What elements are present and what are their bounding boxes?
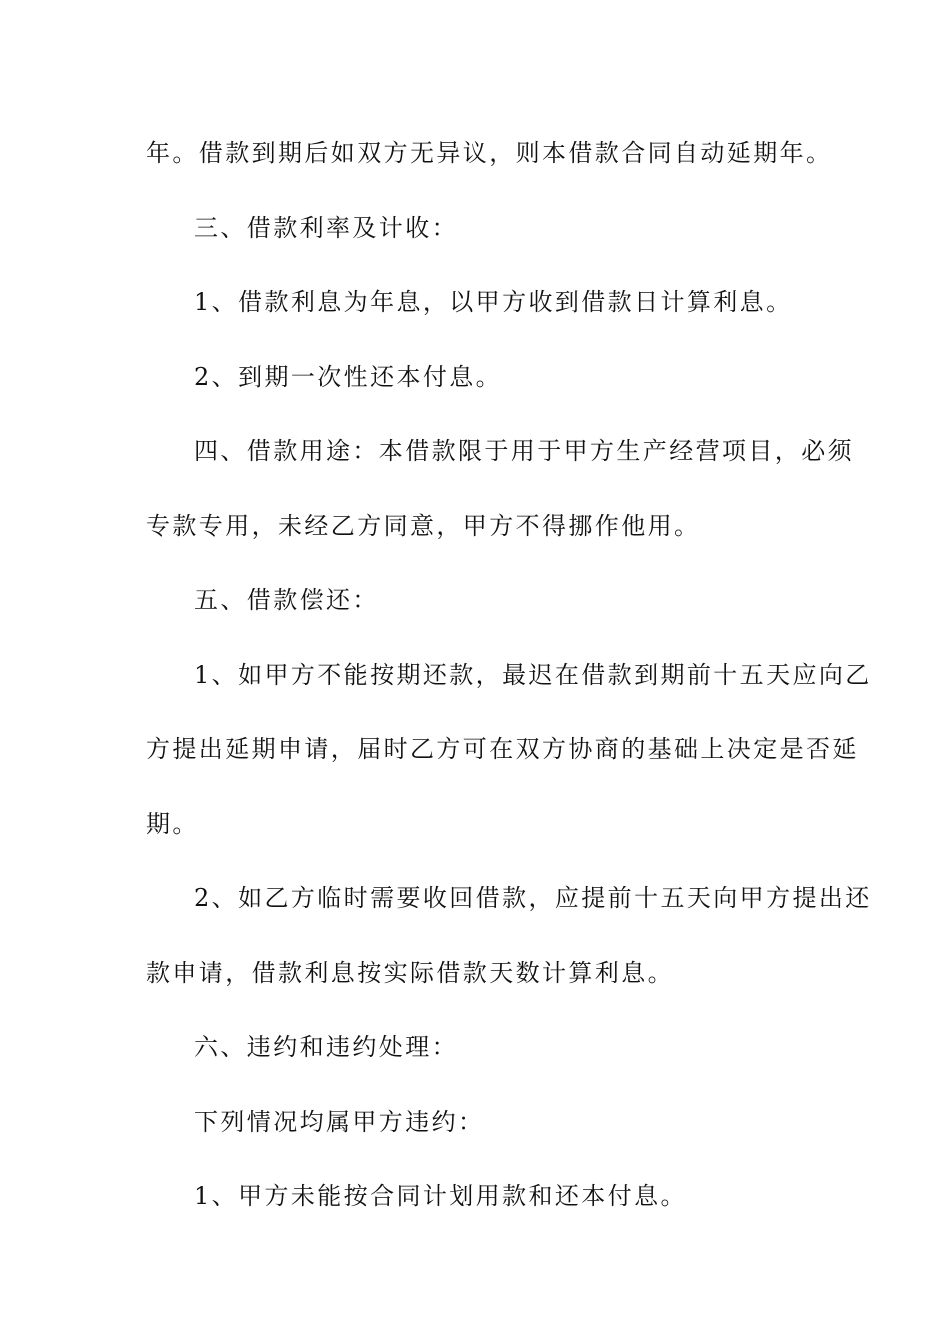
section-heading-purpose: 四、借款用途：本借款限于用于甲方生产经营项目，必须 — [194, 437, 854, 465]
text-line-6: 专款专用，未经乙方同意，甲方不得挪作他用。 — [146, 511, 701, 540]
section-heading-breach: 六、违约和违约处理： — [194, 1033, 458, 1061]
text-line-3: 1、借款利息为年息，以甲方收到借款日计算利息。 — [194, 288, 793, 316]
document-body — [146, 126, 872, 1244]
text-line-14: 下列情况均属甲方违约： — [194, 1107, 485, 1136]
text-line-11: 2、如乙方临时需要收回借款，应提前十五天向甲方提出还 — [194, 884, 872, 912]
text-line-12: 款申请，借款利息按实际借款天数计算利息。 — [146, 958, 674, 987]
text-line-8: 1、如甲方不能按期还款，最迟在借款到期前十五天应向乙 — [194, 660, 872, 689]
text-line-10: 期。 — [146, 809, 199, 838]
section-heading-interest: 三、借款利率及计收： — [194, 213, 458, 242]
text-line-9: 方提出延期申请，届时乙方可在双方协商的基础上决定是否延 — [146, 735, 859, 763]
text-line-15: 1、甲方未能按合同计划用款和还本付息。 — [194, 1182, 687, 1210]
text-line-1: 年。借款到期后如双方无异议，则本借款合同自动延期年。 — [146, 139, 833, 167]
section-heading-repayment: 五、借款偿还： — [194, 586, 379, 614]
text-line-4: 2、到期一次性还本付息。 — [194, 362, 503, 391]
